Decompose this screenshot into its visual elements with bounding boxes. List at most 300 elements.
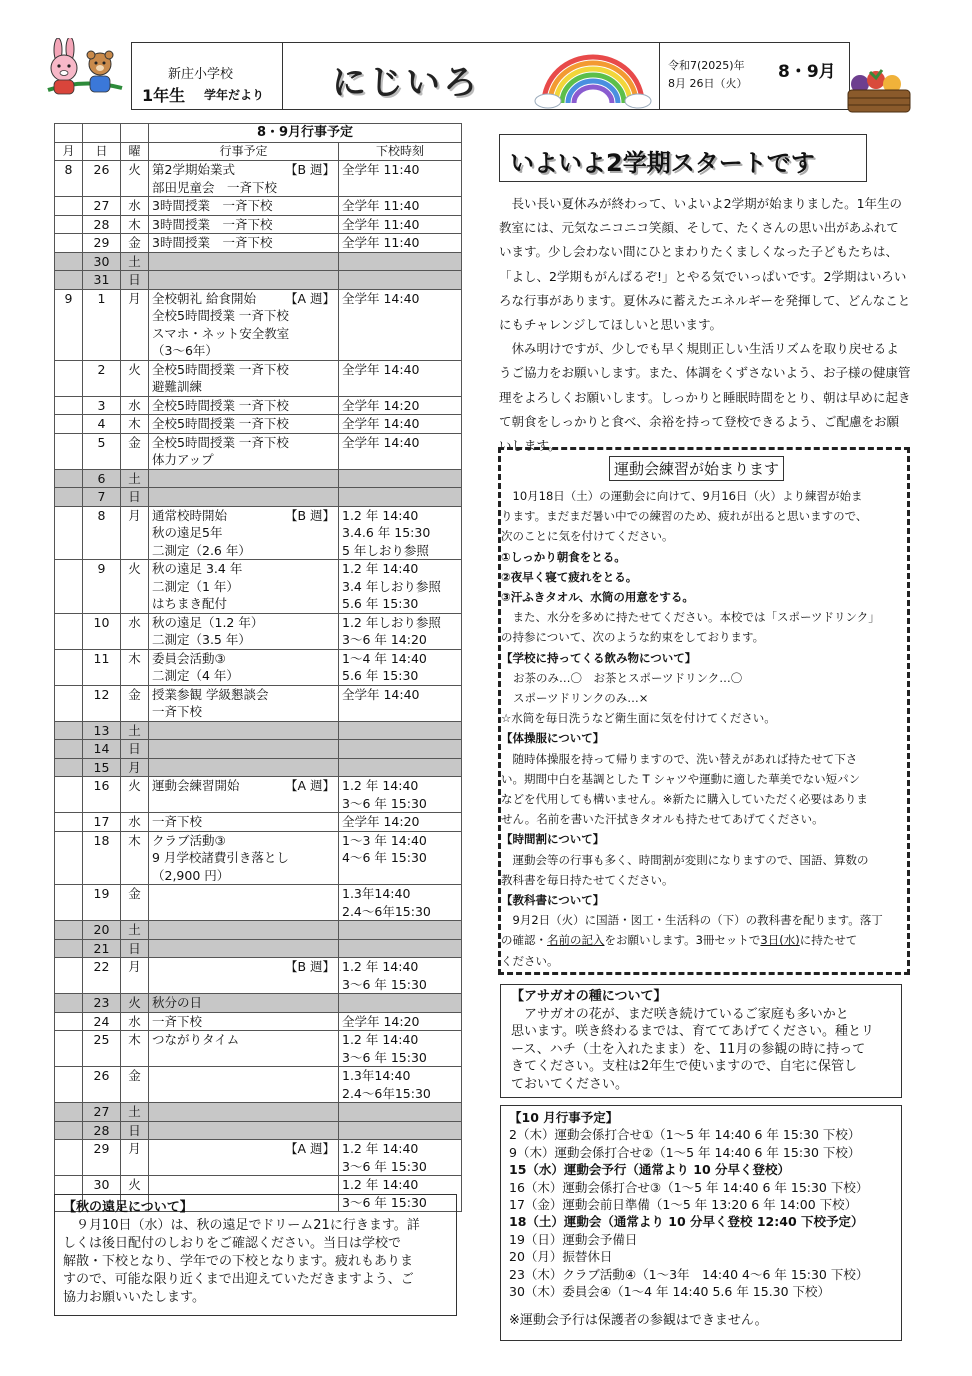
- weekday-cell: 水: [121, 396, 149, 415]
- weekday-cell: 土: [121, 921, 149, 940]
- weekday-cell: 月: [121, 289, 149, 360]
- event-cell: [149, 289, 339, 360]
- uniform-line: い。期間中白を基調とした T シャツや運動に適した華美でない短パン: [501, 771, 861, 786]
- weekday-cell: 土: [121, 1103, 149, 1122]
- week-type-label: 【B 週】: [284, 959, 335, 974]
- event-cell: [149, 831, 339, 885]
- issue-date: 8月 26日（火）: [668, 77, 748, 90]
- month-cell: [55, 1103, 83, 1122]
- schedule-row: [55, 939, 462, 958]
- timetable-line: 運動会等の行事も多く、時間割が変則になりますので、国語、算数の: [501, 852, 869, 867]
- event-text: 3時間授業 一斉下校: [152, 198, 273, 213]
- month-cell: [55, 506, 83, 560]
- excursion-line: しくは後日配付のしおりをご確認ください。当日は学校で: [63, 1236, 402, 1251]
- month-cell: [55, 885, 83, 921]
- textbook-underlined: 3日(水): [760, 933, 800, 948]
- day-cell: 8: [83, 506, 121, 560]
- october-event: 20（月）振替休日: [509, 1249, 613, 1265]
- sports-day-notice: [498, 447, 910, 975]
- weekday-cell: 火: [121, 161, 149, 197]
- school-block: [132, 43, 283, 109]
- month-cell: [55, 360, 83, 396]
- textbook-text: の確認・: [501, 933, 547, 948]
- event-cell: [149, 740, 339, 759]
- asagao-heading: 【アサガオの種について】: [511, 989, 667, 1004]
- day-cell: 28: [83, 215, 121, 234]
- weekday-cell: 日: [121, 488, 149, 507]
- dismissal-cell: [339, 271, 462, 290]
- schedule-row: [55, 469, 462, 488]
- october-event: 16（木）運動会係打合せ③（1〜5 年 14:40 6 年 15:30 下校）: [509, 1179, 869, 1195]
- schedule-row: [55, 740, 462, 759]
- dismissal-cell: [339, 1121, 462, 1140]
- event-text: 授業参観 学級懇談会 一斉下校: [152, 686, 269, 719]
- dismissal-cell: 全学年 11:40: [339, 215, 462, 234]
- weekday-cell: 金: [121, 234, 149, 253]
- schedule-row: [55, 777, 462, 813]
- day-cell: 11: [83, 649, 121, 685]
- schedule-row: [55, 685, 462, 721]
- schedule-row: [55, 758, 462, 777]
- day-cell: 5: [83, 433, 121, 469]
- month-cell: [55, 560, 83, 614]
- dismissal-cell: 全学年 14:40: [339, 433, 462, 469]
- schedule-row: [55, 1140, 462, 1176]
- dismissal-cell: [339, 740, 462, 759]
- october-schedule: [500, 1105, 902, 1341]
- day-cell: 17: [83, 813, 121, 832]
- uniform-heading: 【体操服について】: [501, 731, 605, 746]
- dismissal-cell: 全学年 14:40: [339, 360, 462, 396]
- event-text: 一斉下校: [152, 1013, 203, 1029]
- weekday-cell: 火: [121, 1176, 149, 1212]
- schedule-row: [55, 252, 462, 271]
- month-cell: [55, 469, 83, 488]
- month-cell: [55, 939, 83, 958]
- dismissal-cell: 全学年 14:20: [339, 813, 462, 832]
- day-cell: 1: [83, 289, 121, 360]
- schedule-row: [55, 1031, 462, 1067]
- weekday-cell: 日: [121, 740, 149, 759]
- dismissal-cell: 1.2 年しおり参照 3〜6 年 14:20: [339, 613, 462, 649]
- event-cell: [149, 1103, 339, 1122]
- article-title-box: [499, 134, 867, 182]
- day-cell: 10: [83, 613, 121, 649]
- day-cell: 21: [83, 939, 121, 958]
- day-cell: 27: [83, 197, 121, 216]
- month-cell: [55, 613, 83, 649]
- weekday-cell: 火: [121, 560, 149, 614]
- rabbit-and-bear-illustration: [44, 38, 126, 104]
- weekday-cell: 日: [121, 939, 149, 958]
- weekday-cell: 火: [121, 777, 149, 813]
- newsletter-header: [131, 42, 850, 110]
- schedule-table: [54, 123, 462, 1212]
- sports-intro-line: ります。まだまだ暑い中での練習のため、疲れが出ると思いますので、: [501, 509, 868, 524]
- event-text: クラブ活動③ 9 月学校諸費引き落とし （2,900 円）: [152, 832, 289, 883]
- weekday-cell: 月: [121, 1140, 149, 1176]
- event-cell: [149, 813, 339, 832]
- day-cell: 27: [83, 1103, 121, 1122]
- excursion-notice: [54, 1194, 457, 1316]
- event-cell: [149, 885, 339, 921]
- event-cell: [149, 234, 339, 253]
- dismissal-cell: [339, 721, 462, 740]
- month-cell: [55, 777, 83, 813]
- dismissal-cell: [339, 469, 462, 488]
- month-cell: [55, 813, 83, 832]
- month-cell: [55, 721, 83, 740]
- event-text: 秋の遠足 3.4 年 二測定（1 年） はちまき配付: [152, 561, 243, 611]
- dismissal-cell: 1.3年14:40 2.4〜6年15:30: [339, 885, 462, 921]
- schedule-row: [55, 161, 462, 197]
- dismissal-cell: 全学年 14:40: [339, 415, 462, 434]
- event-cell: [149, 252, 339, 271]
- event-text: 全校朝礼 給食開始 全校5時間授業 一斉下校 スマホ・ネット安全教室 （3〜6年）: [152, 290, 290, 358]
- event-cell: [149, 649, 339, 685]
- schedule-header-row: [55, 142, 462, 161]
- col-month: 月: [55, 142, 83, 161]
- month-cell: [55, 197, 83, 216]
- event-cell: [149, 613, 339, 649]
- schedule-row: [55, 1067, 462, 1103]
- day-cell: 31: [83, 271, 121, 290]
- schedule-row: [55, 560, 462, 614]
- col-day: 日: [83, 142, 121, 161]
- october-event: 15（水）運動会予行（通常より 10 分早く登校）: [509, 1162, 790, 1178]
- event-text: 全校5時間授業 一斉下校 体力アップ: [152, 434, 289, 467]
- dismissal-cell: [339, 252, 462, 271]
- event-cell: [149, 433, 339, 469]
- drinks-rule: スポーツドリンクのみ…×: [513, 691, 649, 706]
- day-cell: 23: [83, 994, 121, 1013]
- event-cell: [149, 1121, 339, 1140]
- day-cell: 24: [83, 1012, 121, 1031]
- textbook-heading: 【教科書について】: [501, 893, 605, 908]
- schedule-row: [55, 958, 462, 994]
- schedule-row: [55, 488, 462, 507]
- event-cell: [149, 197, 339, 216]
- week-type-label: 【B 週】: [284, 162, 335, 177]
- day-cell: 16: [83, 777, 121, 813]
- october-heading: 【10 月行事予定】: [509, 1110, 619, 1125]
- october-list: [509, 1126, 893, 1300]
- issue-months: 8・9月: [778, 62, 836, 82]
- dismissal-cell: 1.2 年 14:40 3.4.6 年 15:30 5 年しおり参照: [339, 506, 462, 560]
- event-cell: [149, 488, 339, 507]
- sports-point: ①しっかり朝食をとる。: [501, 549, 626, 564]
- dismissal-cell: 1〜4 年 14:40 5.6 年 15:30: [339, 649, 462, 685]
- week-type-label: 【A 週】: [284, 1141, 335, 1156]
- event-cell: [149, 215, 339, 234]
- event-cell: [149, 777, 339, 813]
- month-cell: 9: [55, 289, 83, 360]
- dismissal-cell: 1.2 年 14:40 3〜6 年 15:30: [339, 777, 462, 813]
- dismissal-cell: 1〜3 年 14:40 4〜6 年 15:30: [339, 831, 462, 885]
- drinks-rule: お茶のみ…〇 お茶とスポーツドリンク…〇: [513, 670, 743, 685]
- col-dismissal: 下校時刻: [339, 142, 462, 161]
- sports-intro-line: 次のことに気を付けてください。: [501, 529, 674, 544]
- sports-point: ②夜早く寝て疲れをとる。: [501, 569, 638, 584]
- schedule-row: [55, 415, 462, 434]
- intro-article: [499, 192, 911, 458]
- event-cell: [149, 958, 339, 994]
- event-cell: [149, 560, 339, 614]
- dismissal-cell: [339, 758, 462, 777]
- weekday-cell: 木: [121, 215, 149, 234]
- excursion-line: すので、可能な限り近くまで出迎えていただきますよう、ご: [63, 1272, 414, 1287]
- october-event: 2（木）運動会係打合せ①（1〜5 年 14:40 6 年 15:30 下校）: [509, 1127, 861, 1143]
- event-text: 3時間授業 一斉下校: [152, 235, 273, 250]
- schedule-row: [55, 885, 462, 921]
- day-cell: 2: [83, 360, 121, 396]
- day-cell: 4: [83, 415, 121, 434]
- schedule-row: [55, 234, 462, 253]
- event-cell: [149, 685, 339, 721]
- textbook-line: [501, 930, 907, 950]
- grade-label: 1年生: [142, 86, 186, 105]
- schedule-row: [55, 215, 462, 234]
- intro-paragraph: 長い長い夏休みが終わって、いよいよ2学期が始まりました。1年生の教室には、元気なニコニコ笑顔、そして、たくさんの思い出があふれています。少し会わない間にひとまわりたくましくなった子どもたちは、「よし、2学期もがんばるぞ!」とやる気でいっぱいです。2学期はいろいろな行事があります。夏休みに蓄えたエネルギーを発揮して、どんなことにもチャレンジしてほしいと思います。: [499, 196, 911, 333]
- october-event: 30（木）委員会④（1〜4 年 14:40 5.6 年 15.30 下校）: [509, 1284, 831, 1300]
- event-cell: [149, 721, 339, 740]
- event-cell: [149, 1012, 339, 1031]
- month-cell: [55, 994, 83, 1013]
- dismissal-cell: [339, 488, 462, 507]
- event-cell: [149, 994, 339, 1013]
- weekday-cell: 水: [121, 1012, 149, 1031]
- col-event: 行事予定: [149, 142, 339, 161]
- event-text: 全校5時間授業 一斉下校: [152, 397, 289, 413]
- dismissal-cell: [339, 994, 462, 1013]
- month-cell: [55, 740, 83, 759]
- month-cell: [55, 1031, 83, 1067]
- rainbow-icon: [534, 45, 652, 109]
- schedule-row: [55, 1012, 462, 1031]
- event-text: 秋の遠足（1.2 年） 二測定（3.5 年）: [152, 614, 264, 647]
- dismissal-cell: 1.2 年 14:40 3〜6 年 15:30: [339, 1176, 462, 1212]
- weekday-cell: 木: [121, 831, 149, 885]
- event-cell: [149, 360, 339, 396]
- week-type-label: 【B 週】: [284, 507, 335, 523]
- month-cell: [55, 1140, 83, 1176]
- issue-year: 令和7(2025)年: [668, 59, 745, 72]
- day-cell: 26: [83, 161, 121, 197]
- month-cell: [55, 234, 83, 253]
- october-note: ※運動会予行は保護者の参観はできません。: [509, 1313, 768, 1329]
- weekday-cell: 水: [121, 613, 149, 649]
- event-text: 通常校時開始 秋の遠足5年 二測定（2.6 年）: [152, 507, 251, 558]
- school-name: 新庄小学校: [168, 67, 234, 82]
- col-weekday: 曜: [121, 142, 149, 161]
- excursion-line: 協力お願いいたします。: [63, 1290, 205, 1305]
- event-cell: [149, 1031, 339, 1067]
- textbook-underlined: 名前の記入: [547, 933, 605, 948]
- asagao-line: アサガオの花が、まだ咲き続けているご家庭も多いかと: [511, 1006, 849, 1022]
- textbook-text: をお願いします。3冊セットで: [604, 933, 761, 948]
- morning-glory-notice: [500, 984, 902, 1098]
- weekday-cell: 金: [121, 685, 149, 721]
- schedule-row: [55, 289, 462, 360]
- weekday-cell: 日: [121, 1121, 149, 1140]
- october-event: 19（日）運動会予備日: [509, 1231, 638, 1247]
- weekday-cell: 月: [121, 506, 149, 560]
- schedule-row: [55, 1103, 462, 1122]
- schedule-row: [55, 721, 462, 740]
- asagao-line: 思います。咲き終わるまでは、育ててあげてください。種とリ: [511, 1024, 874, 1039]
- event-text: 全校5時間授業 一斉下校: [152, 416, 289, 431]
- dismissal-cell: 1.2 年 14:40 3〜6 年 15:30: [339, 958, 462, 994]
- event-text: 全校5時間授業 一斉下校 避難訓練: [152, 361, 289, 394]
- dismissal-cell: 全学年 14:40: [339, 685, 462, 721]
- schedule-row: [55, 921, 462, 940]
- month-cell: 8: [55, 161, 83, 197]
- month-cell: [55, 685, 83, 721]
- schedule-row: [55, 1121, 462, 1140]
- intro-paragraph: 休み明けですが、少しでも早く規則正しい生活リズムを取り戻せるようご協力をお願いします。また、体調をくずさないよう、お子様の健康管理をよろしくお願いします。しっかりと睡眠時間をとり、朝は早めに起きて朝食をしっかりと食べ、余裕を持って登校できるよう、ご配慮をお願いします。: [499, 341, 911, 454]
- dismissal-cell: 1.2 年 14:40 3〜6 年 15:30: [339, 1031, 462, 1067]
- dismissal-cell: [339, 921, 462, 940]
- schedule-row: [55, 831, 462, 885]
- dismissal-cell: 全学年 14:20: [339, 396, 462, 415]
- sports-notice-body: [501, 486, 907, 971]
- schedule-row: [55, 197, 462, 216]
- sports-point: ③汗ふきタオル、水筒の用意をする。: [501, 590, 694, 605]
- week-type-label: 【A 週】: [284, 290, 335, 306]
- dismissal-cell: [339, 1103, 462, 1122]
- excursion-line: ９月10日（水）は、秋の遠足でドリーム21に行きます。詳: [63, 1218, 420, 1233]
- schedule-caption: 8・9月行事予定: [149, 124, 462, 143]
- uniform-line: せん。名前を書いた汗拭きタオルも持たせてあげてください。: [501, 812, 824, 827]
- day-cell: 29: [83, 1140, 121, 1176]
- weekday-cell: 木: [121, 649, 149, 685]
- bottle-note: ☆水筒を毎日洗うなど衛生面に気を付けてください。: [501, 711, 776, 726]
- textbook-line: 9月2日（火）に国語・図工・生活科の（下）の教科書を配ります。落丁: [501, 913, 883, 928]
- event-cell: [149, 1067, 339, 1103]
- drinks-heading: 【学校に持ってくる飲み物について】: [501, 650, 697, 665]
- schedule-row: [55, 506, 462, 560]
- asagao-line: ース、ハチ（土を入れたまま）を、11月の参観の時に持って: [511, 1041, 866, 1057]
- weekday-cell: 月: [121, 958, 149, 994]
- event-cell: [149, 396, 339, 415]
- uniform-line: などを代用しても構いません。※新たに購入していただく必要はありま: [501, 792, 868, 807]
- weekday-cell: 金: [121, 1067, 149, 1103]
- day-cell: 19: [83, 885, 121, 921]
- month-cell: [55, 488, 83, 507]
- newsletter-type: 学年だより: [204, 88, 265, 102]
- issue-date-block: [659, 43, 849, 109]
- day-cell: 12: [83, 685, 121, 721]
- october-event: 17（金）運動会前日準備（1〜5 年 13:20 6 年 14:00 下校）: [509, 1197, 858, 1213]
- month-cell: [55, 1067, 83, 1103]
- weekday-cell: 火: [121, 994, 149, 1013]
- article-title: いよいよ2学期スタートです: [510, 149, 815, 177]
- day-cell: 26: [83, 1067, 121, 1103]
- event-cell: [149, 939, 339, 958]
- schedule-row: [55, 613, 462, 649]
- textbook-text: に持たせて: [799, 933, 858, 948]
- schedule-row: [55, 994, 462, 1013]
- october-event: 23（木）クラブ活動④（1〜3年 14:40 4〜6 年 15:30 下校）: [509, 1266, 869, 1282]
- month-cell: [55, 415, 83, 434]
- dismissal-cell: 1.2 年 14:40 3.4 年しおり参照 5.6 年 15:30: [339, 560, 462, 614]
- day-cell: 25: [83, 1031, 121, 1067]
- event-text: 運動会練習開始: [152, 778, 240, 793]
- weekday-cell: 土: [121, 469, 149, 488]
- sports-intro-line: 10月18日（土）の運動会に向けて、9月16日（火）より練習が始ま: [501, 489, 863, 503]
- dismissal-cell: 全学年 11:40: [339, 234, 462, 253]
- day-cell: 30: [83, 1176, 121, 1212]
- dismissal-cell: 全学年 14:40: [339, 289, 462, 360]
- day-cell: 14: [83, 740, 121, 759]
- sports-notice-title: 運動会練習が始まります: [609, 456, 784, 481]
- vegetable-basket-illustration: [846, 68, 912, 114]
- october-event: 9（木）運動会係打合せ②（1〜5 年 14:40 6 年 15:30 下校）: [509, 1144, 861, 1160]
- dismissal-cell: 全学年 14:20: [339, 1012, 462, 1031]
- event-text: 委員会活動③ 二測定（4 年）: [152, 650, 239, 683]
- dismissal-cell: 1.2 年 14:40 3〜6 年 15:30: [339, 1140, 462, 1176]
- day-cell: 6: [83, 469, 121, 488]
- weekday-cell: 水: [121, 197, 149, 216]
- day-cell: 15: [83, 758, 121, 777]
- dismissal-cell: 全学年 11:40: [339, 161, 462, 197]
- schedule-row: [55, 396, 462, 415]
- weekday-cell: 木: [121, 1031, 149, 1067]
- month-cell: [55, 215, 83, 234]
- event-text: 3時間授業 一斉下校: [152, 216, 273, 232]
- sports-water-line: の持参について、次のような約束をしております。: [501, 630, 765, 645]
- month-cell: [55, 396, 83, 415]
- sports-water-line: また、水分を多めに持たせてください。本校では「スポーツドリンク」: [501, 610, 880, 625]
- event-cell: [149, 415, 339, 434]
- weekday-cell: 日: [121, 271, 149, 290]
- october-event: 18（土）運動会（通常より 10 分早く登校 12:40 下校予定）: [509, 1214, 864, 1230]
- event-cell: [149, 506, 339, 560]
- event-cell: [149, 271, 339, 290]
- timetable-heading: 【時間割について】: [501, 832, 605, 847]
- schedule-body: [55, 161, 462, 1212]
- day-cell: 3: [83, 396, 121, 415]
- day-cell: 28: [83, 1121, 121, 1140]
- schedule-row: [55, 433, 462, 469]
- dismissal-cell: 1.3年14:40 2.4〜6年15:30: [339, 1067, 462, 1103]
- weekday-cell: 木: [121, 415, 149, 434]
- weekday-cell: 土: [121, 252, 149, 271]
- month-cell: [55, 758, 83, 777]
- schedule-row: [55, 813, 462, 832]
- month-cell: [55, 252, 83, 271]
- event-text: 第2学期始業式 部田児童会 一斉下校: [152, 162, 278, 195]
- day-cell: 18: [83, 831, 121, 885]
- timetable-line: 教科書を毎日持たせてください。: [501, 872, 674, 887]
- schedule-row: [55, 360, 462, 396]
- event-text: 秋分の日: [152, 995, 203, 1010]
- month-cell: [55, 831, 83, 885]
- month-cell: [55, 433, 83, 469]
- month-cell: [55, 921, 83, 940]
- asagao-line: きてください。支柱は2年生で使いますので、自宅に保管し: [511, 1059, 858, 1074]
- day-cell: 9: [83, 560, 121, 614]
- event-cell: [149, 1140, 339, 1176]
- weekday-cell: 火: [121, 360, 149, 396]
- month-cell: [55, 649, 83, 685]
- textbook-line: ください。: [501, 953, 559, 968]
- event-cell: [149, 161, 339, 197]
- dismissal-cell: [339, 939, 462, 958]
- month-cell: [55, 1121, 83, 1140]
- event-cell: [149, 921, 339, 940]
- event-text: 一斉下校: [152, 814, 203, 829]
